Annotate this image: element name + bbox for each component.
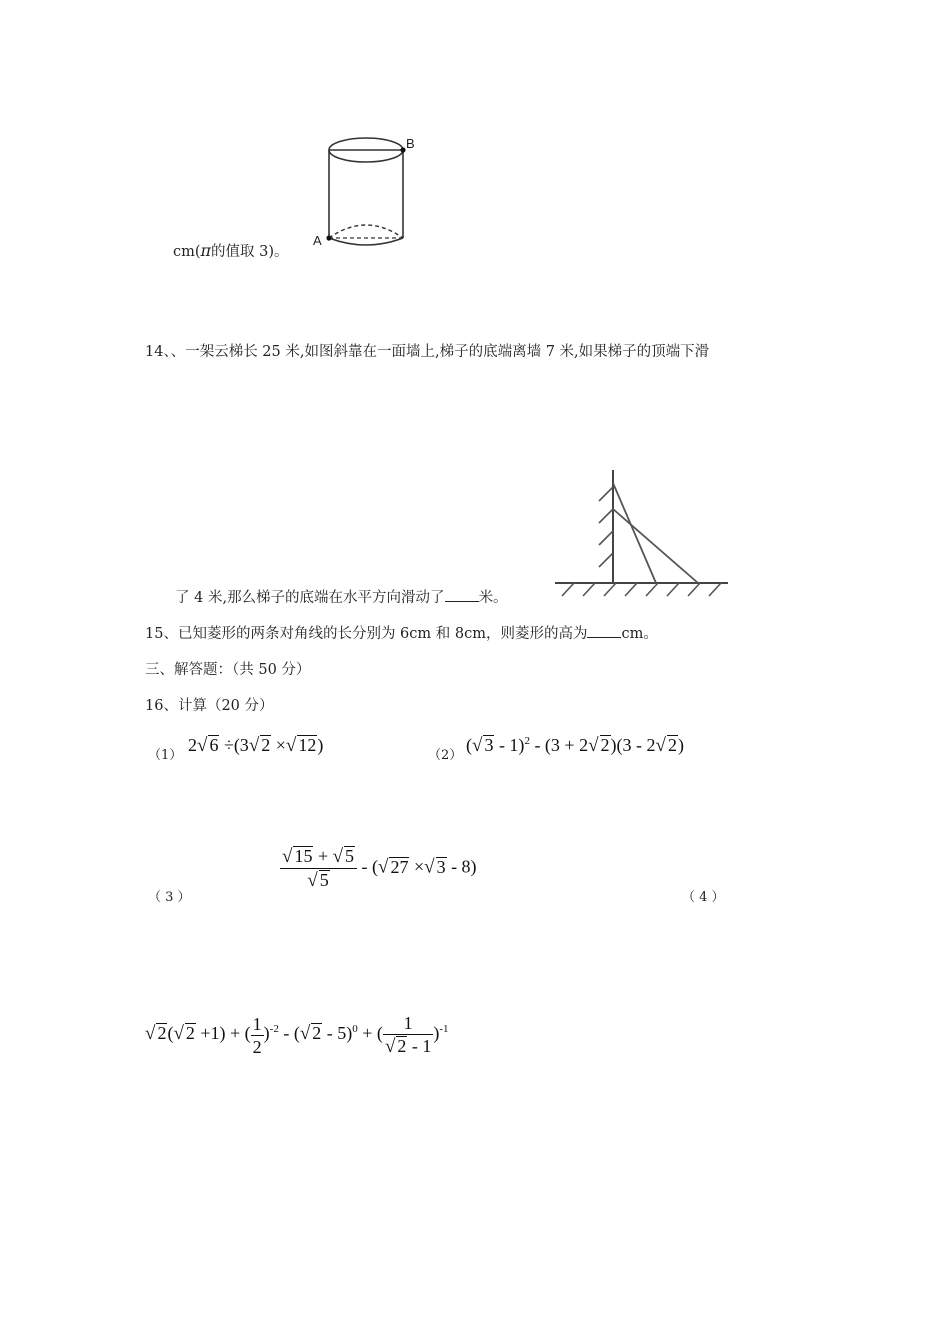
cylinder-bottom-front	[329, 238, 403, 245]
q15-unit: cm。	[621, 626, 658, 642]
q16-part2-expression: (√ 3 - 1)$^2$ - (3 + 2√ 2)(3 - 2√ 2)	[466, 735, 684, 756]
wall-hatching	[599, 487, 613, 567]
q16-title: 16、计算（20 分）	[145, 698, 274, 714]
q16-part1-label: （1）	[148, 748, 183, 763]
q14-line2	[175, 588, 508, 608]
q16-part3-label: （ 3 ）	[148, 890, 191, 905]
point-a	[326, 235, 331, 240]
q15-question: 15、已知菱形的两条对角线的长分别为 6cm 和 8cm，则菱形的高为	[145, 626, 588, 642]
q15-text	[145, 624, 658, 644]
answer-blank-15[interactable]	[587, 625, 621, 638]
answer-blank-14[interactable]	[445, 589, 479, 602]
q14-line2-end: 米。	[478, 590, 508, 606]
q16-part3-expression: $\frac{√ 15 + √ 5}{√ 5}$ - (√ 27 ×√ 3 - 8)	[282, 846, 477, 891]
ladder-original	[613, 483, 656, 583]
section-3-title: 三、解答题：（共 50 分）	[145, 662, 311, 678]
ladder-wall-figure	[550, 465, 735, 605]
ground-hatching	[562, 583, 721, 596]
q13-unit: cm(	[173, 244, 201, 260]
q16-part4-expression: √ 2(√ 2 +1) + ( $\frac{1}{2}$ )$^{-2}$ - (√ 2 - 5)$^0$ + ( $\frac{1}{√ 2 - 1}$ )$^{-1}$	[145, 1013, 449, 1057]
fraction-half: $\frac{1}{2}$	[252, 1013, 262, 1057]
q14-line2-middle: 那么梯子的底端在水平方向滑动了	[227, 590, 445, 606]
q14-line1: 14、、一架云梯长 25 米,如图斜靠在一面墙上,梯子的底端离墙 7 米,如果梯子的顶端下滑	[145, 344, 710, 360]
q16-part4-label: （ 4 ）	[682, 890, 725, 905]
ladder-slid	[613, 509, 698, 583]
label-a: A	[313, 233, 322, 248]
q16-part1-expression: 2√ 6 ÷(3√ 2 ×√ 12)	[188, 735, 324, 756]
fraction-1: $\frac{√ 15 + √ 5}{√ 5}$	[280, 845, 357, 892]
fraction-reciprocal: $\frac{1}{√ 2 - 1}$	[384, 1013, 432, 1057]
point-b	[400, 147, 405, 152]
q13-tail	[173, 241, 289, 262]
q14-line2-start: 了 4 米,	[175, 590, 228, 606]
pi-symbol: π	[200, 241, 212, 260]
cylinder-figure	[300, 128, 430, 253]
cylinder-bottom-back	[329, 225, 403, 238]
label-b: B	[406, 136, 415, 151]
q13-note: 的值取 3)。	[211, 244, 289, 260]
q16-part2-label: （2）	[428, 748, 463, 763]
